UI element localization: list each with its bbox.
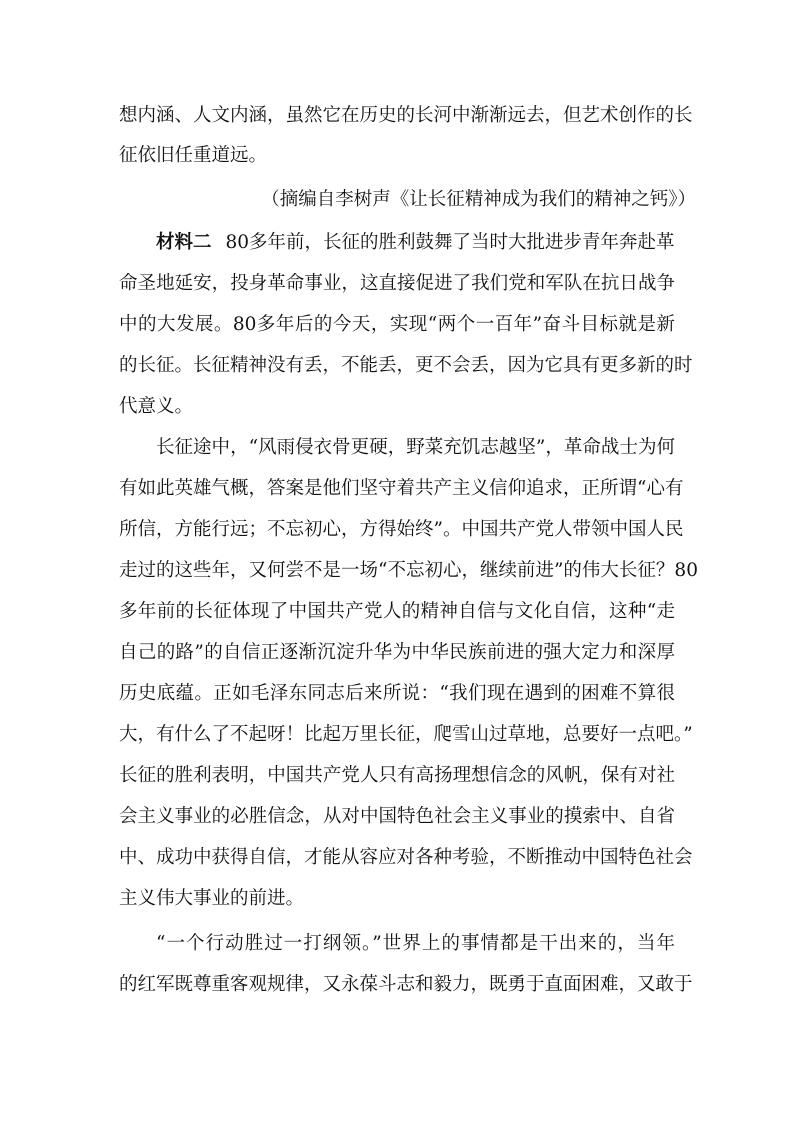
text-line: 中的大发展。80多年后的今天，实现“两个一百年”奋斗目标就是新	[119, 314, 675, 335]
text-line: 命圣地延安，投身革命事业，这直接促进了我们党和军队在抗日战争	[119, 273, 675, 294]
text-line: 中、成功中获得自信，才能从容应对各种考验，不断推动中国特色社会	[119, 847, 693, 868]
text-line: 会主义事业的必胜信念，从对中国特色社会主义事业的摸索中、自省	[119, 806, 675, 827]
text-line: 走过的这些年，又何尝不是一场“不忘初心，继续前进”的伟大长征？80	[119, 560, 698, 581]
material-two-first-line	[119, 231, 675, 255]
material-label: 材料二	[156, 232, 212, 253]
text-line: “一个行动胜过一打纲领。”世界上的事情都是干出来的，当年	[156, 933, 675, 954]
text-line: 有如此英雄气概，答案是他们坚守着共产主义信仰追求，正所谓“心有	[119, 478, 684, 499]
text-line: 代意义。	[119, 396, 194, 417]
text-line: 长征途中，“风雨侵衣骨更硬，野菜充饥志越坚”，革命战士为何	[156, 437, 675, 458]
text-line: 80多年前，长征的胜利鼓舞了当时大批进步青年奔赴革	[225, 232, 675, 253]
text-line: 的红军既尊重客观规律，又永葆斗志和毅力，既勇于直面困难，又敢于	[119, 974, 693, 995]
text-line: 的长征。长征精神没有丢，不能丢，更不会丢，因为它具有更多新的时	[119, 355, 693, 376]
text-line: 大，有什么了不起呀！比起万里长征，爬雪山过草地，总要好一点吧。”	[119, 724, 693, 745]
text-line: 主义伟大事业的前进。	[119, 888, 305, 909]
text-line: 自己的路”的自信正逐渐沉淀升华为中华民族前进的强大定力和深厚	[119, 642, 675, 663]
text-line: 所信，方能行远；不忘初心，方得始终”。中国共产党人带领中国人民	[119, 519, 684, 540]
source-citation: （摘编自李树声《让长征精神成为我们的精神之钙》）	[261, 189, 696, 210]
text-line: 征依旧任重道远。	[119, 145, 268, 166]
text-line: 多年前的长征体现了中国共产党人的精神自信与文化自信，这种“走	[119, 601, 675, 622]
text-line: 历史底蕴。正如毛泽东同志后来所说：“我们现在遇到的困难不算很	[119, 683, 675, 704]
text-line: 想内涵、人文内涵，虽然它在历史的长河中渐渐远去，但艺术创作的长	[119, 105, 693, 126]
text-line: 长征的胜利表明，中国共产党人只有高扬理想信念的风帆，保有对社	[119, 765, 675, 786]
